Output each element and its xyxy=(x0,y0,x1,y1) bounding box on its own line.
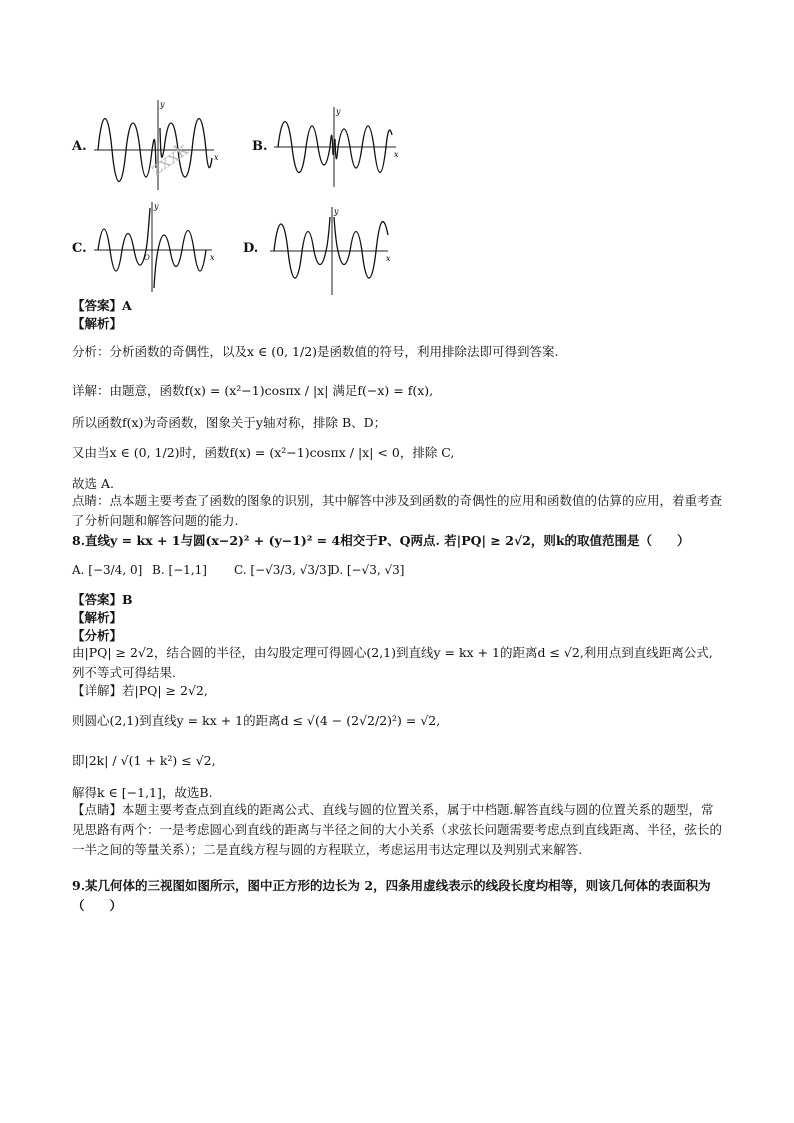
y-axis-label: y xyxy=(334,207,339,216)
q8-option-d: D. [−√3, √3] xyxy=(330,563,405,577)
y-axis-label: y xyxy=(154,202,159,211)
q8-option-a: A. [−3/4, 0] xyxy=(72,563,143,577)
q7-comment: 点睛：点本题主要考查了函数的图象的识别，其中解答中涉及到函数的奇偶性的应用和函数值的估算的应用，着重考查了分析问题和解答问题的能力. xyxy=(72,493,723,528)
q8-detail-tag-line: 【详解】若|PQ| ≥ 2√2, xyxy=(72,683,208,698)
graph-option-c xyxy=(92,200,217,295)
curve xyxy=(274,217,388,278)
q7-detail-line: 详解：由题意，函数f(x) = (x²−1)cosπx / |x| 满足f(−x) = f(x), xyxy=(72,383,434,398)
q8-option-c: C. [−√3/3, √3/3] xyxy=(234,563,332,577)
y-axis-label: y xyxy=(336,107,341,116)
x-axis-label: x xyxy=(386,254,391,263)
option-a-label: A. xyxy=(72,139,87,154)
graph-option-b xyxy=(272,105,402,190)
q7-sign-line: 又由当x ∈ (0, 1/2)时，函数f(x) = (x²−1)cosπx / |x| < 0，排除 C, xyxy=(72,445,455,460)
q8-analysis-tag: 【解析】 xyxy=(72,610,123,625)
q7-conclusion: 故选 A. xyxy=(72,476,114,491)
x-axis-label: x xyxy=(214,153,219,162)
q8-stem: 8.直线y = kx + 1与圆(x−2)² + (y−1)² = 4相交于P、Q两点. 若|PQ| ≥ 2√2，则k的取值范围是（ ） xyxy=(72,533,690,548)
option-c-label: C. xyxy=(72,241,87,256)
graph-option-a xyxy=(92,98,222,193)
q8-fenxi-text: 由|PQ| ≥ 2√2，结合圆的半径，由勾股定理可得圆心(2,1)到直线y = kx + 1的距离d ≤ √2,利用点到直线距离公式,列不等式可得结果. xyxy=(72,645,713,680)
q8-option-b: B. [−1,1] xyxy=(152,563,207,577)
q7-analysis-line: 分析：分析函数的奇偶性，以及x ∈ (0, 1/2)是函数值的符号，利用排除法即可得到答案. xyxy=(72,344,559,359)
x-axis-label: x xyxy=(394,150,399,159)
q9-stem: 9.某几何体的三视图如图所示，图中正方形的边长为 2，四条用虚线表示的线段长度均相等，则该几何体的表面积为（ ） xyxy=(72,878,711,913)
origin-label: O xyxy=(144,254,150,262)
q7-even-line: 所以函数f(x)为奇函数，图象关于y轴对称，排除 B、D； xyxy=(72,415,387,430)
option-d-label: D. xyxy=(243,241,259,256)
q8-comment: 【点睛】本题主要考查点到直线的距离公式、直线与圆的位置关系，属于中档题.解答直线与圆的位置关系的题型，常见思路有两个：一是考虑圆心到直线的距离与半径之间的大小关系（求弦长问题需要考虑点到直线距离、半径，弦长的一半之间的等量关系）；二是直线方程与圆的方程联立，考虑运用韦达定理以及判别式来解答. xyxy=(72,802,723,857)
watermark: zxxk xyxy=(146,139,193,180)
q7-answer-tag: 【答案】A xyxy=(72,298,132,313)
x-axis-label: x xyxy=(210,253,215,262)
q8-inequality-line: 即|2k| / √(1 + k²) ≤ √2, xyxy=(72,753,216,768)
graph-option-d xyxy=(268,205,393,297)
q7-analysis-tag: 【解析】 xyxy=(72,316,123,331)
q8-answer-tag: 【答案】B xyxy=(72,592,133,607)
y-axis-label: y xyxy=(160,100,165,109)
q8-distance-line: 则圆心(2,1)到直线y = kx + 1的距离d ≤ √(4 − (2√2/2)²) = √2, xyxy=(72,713,441,728)
option-b-label: B. xyxy=(252,139,268,154)
q8-solution-line: 解得k ∈ [−1,1]，故选B. xyxy=(72,785,213,800)
q8-fenxi-tag: 【分析】 xyxy=(72,628,123,643)
